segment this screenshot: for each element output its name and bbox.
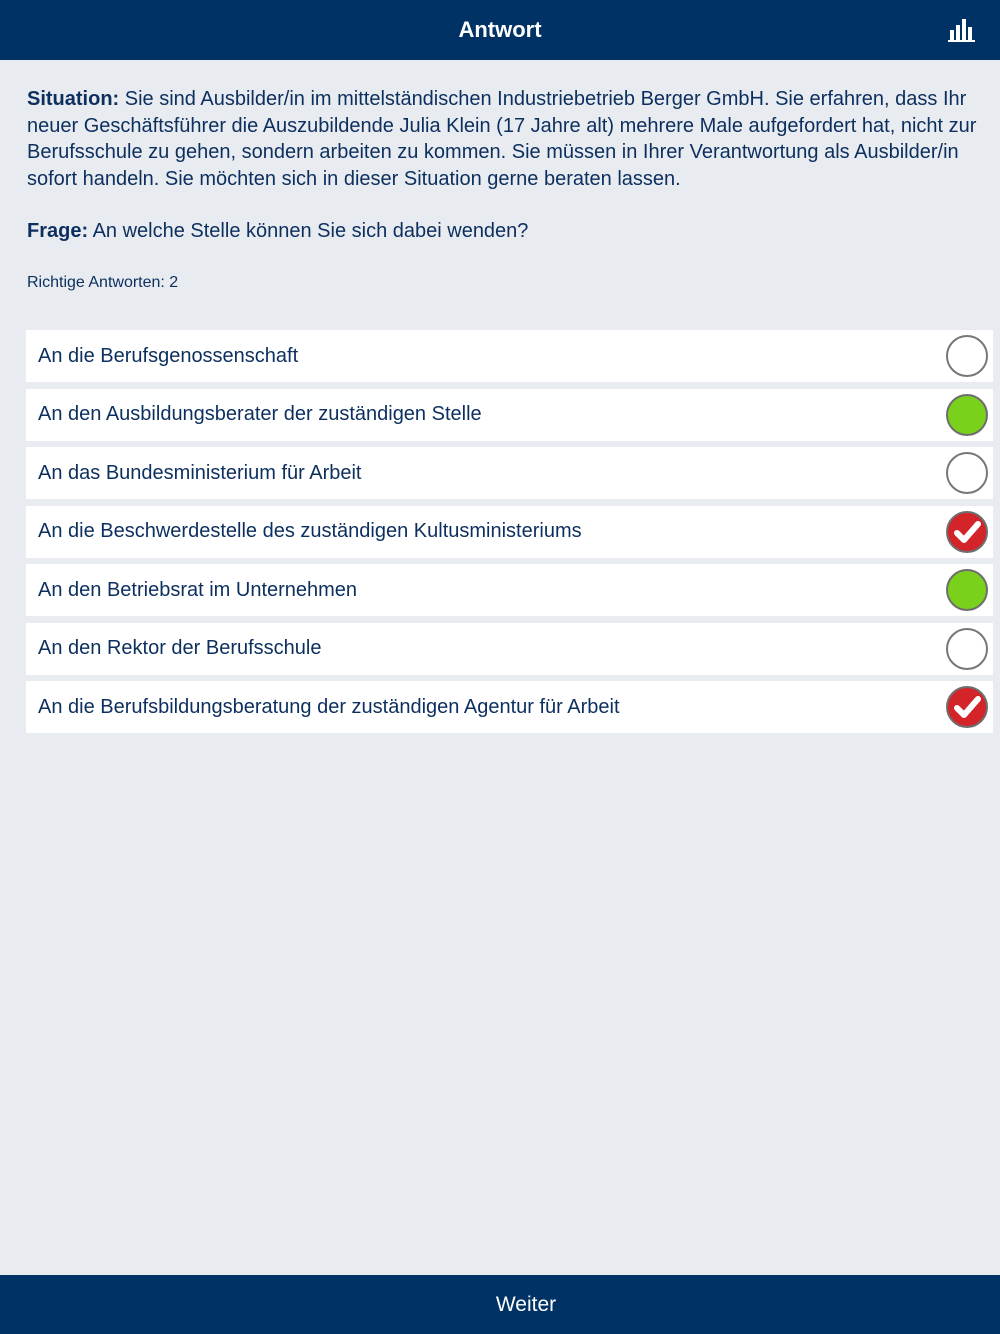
situation-text bbox=[27, 86, 977, 192]
answer-option-text: An die Beschwerdestelle des zuständigen Kultusministeriums bbox=[38, 520, 582, 542]
navigation-bar bbox=[0, 0, 1000, 60]
next-button[interactable] bbox=[0, 1275, 1000, 1334]
empty-circle-icon bbox=[946, 335, 988, 377]
answer-option[interactable] bbox=[26, 506, 993, 558]
answer-option-text: An die Berufsgenossenschaft bbox=[38, 344, 299, 367]
next-button-label: Weiter bbox=[495, 1292, 557, 1316]
question-body: An welche Stelle können Sie sich dabei wenden? bbox=[88, 220, 529, 242]
checkmark-wrong-icon bbox=[946, 511, 988, 553]
empty-circle-icon bbox=[946, 452, 988, 494]
checkmark-wrong-icon bbox=[946, 686, 988, 728]
answer-option[interactable] bbox=[26, 389, 993, 441]
correct-answer-icon bbox=[946, 569, 988, 611]
answer-option[interactable] bbox=[26, 564, 993, 616]
page-title: Antwort bbox=[458, 17, 542, 42]
correct-answer-icon bbox=[946, 394, 988, 436]
situation-label: Situation: bbox=[27, 88, 120, 110]
question-label: Frage: bbox=[27, 220, 89, 242]
answer-option-text: An die Berufsbildungsberatung der zuständigen Agentur für Arbeit bbox=[38, 695, 620, 718]
answer-list bbox=[26, 330, 993, 740]
answer-option-text: An den Rektor der Berufsschule bbox=[38, 637, 322, 659]
answer-option[interactable] bbox=[26, 330, 993, 382]
question-content bbox=[27, 86, 977, 293]
empty-circle-icon bbox=[946, 628, 988, 670]
correct-answers-count: Richtige Antworten: 2 bbox=[27, 273, 179, 291]
statistics-button[interactable] bbox=[948, 17, 976, 43]
answer-option-text: An den Ausbildungsberater der zuständigen Stelle bbox=[38, 403, 482, 425]
answer-option-text: An den Betriebsrat im Unternehmen bbox=[38, 578, 358, 601]
situation-body: Sie sind Ausbilder/in im mittelständischen Industriebetrieb Berger GmbH. Sie erfahren, dass Ihr neuer Geschäftsführer die Auszubildende Julia Klein (17 Jahre alt) mehrere Male aufgefordert hat, nicht zur Berufsschule zu gehen, sondern arbeiten zu kommen. Sie müssen in Ihrer Verantwortung als Ausbilder/in sofort handeln. Sie möchten sich in dieser Situation gerne beraten lassen. bbox=[27, 88, 977, 190]
question-text bbox=[27, 218, 977, 245]
answer-option-text: An das Bundesministerium für Arbeit bbox=[38, 461, 362, 484]
bar-chart-icon bbox=[948, 17, 976, 43]
answer-option[interactable] bbox=[26, 447, 993, 499]
answer-option[interactable] bbox=[26, 623, 993, 675]
answer-option[interactable] bbox=[26, 681, 993, 733]
